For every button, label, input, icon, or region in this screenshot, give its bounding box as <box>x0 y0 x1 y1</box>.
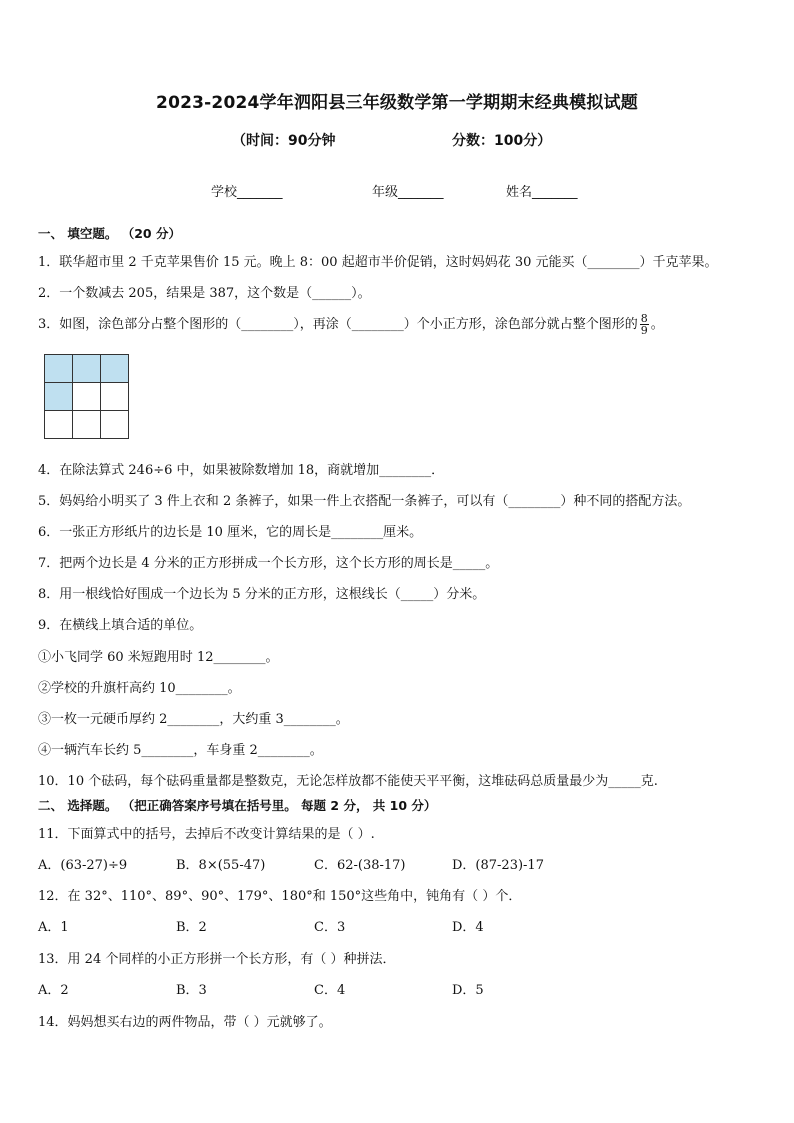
shaded-square <box>45 355 73 383</box>
fraction-denominator: 9 <box>640 324 648 337</box>
option-d[interactable]: D．(87-23)-17 <box>452 858 544 873</box>
name-field[interactable]: 姓名_______ <box>506 185 578 200</box>
option-d[interactable]: D．4 <box>452 920 484 935</box>
question-9-4: ④一辆汽车长约 5________，车身重 2________。 <box>38 743 323 758</box>
question-2: 2．一个数减去 205，结果是 387，这个数是（______）。 <box>38 286 371 301</box>
question-12: 12．在 32°、110°、89°、90°、179°、180°和 150°这些角中，钝角有（ ）个． <box>38 889 522 904</box>
option-a[interactable]: A．2 <box>38 983 69 998</box>
section1-heading: 一、 填空题。 （20 分） <box>38 226 181 241</box>
grade-field[interactable]: 年级_______ <box>372 185 444 200</box>
option-a[interactable]: A．(63-27)÷9 <box>38 858 128 873</box>
option-b[interactable]: B．2 <box>176 920 207 935</box>
fraction-numerator: 8 <box>640 312 648 325</box>
fraction <box>640 313 649 336</box>
question-6: 6．一张正方形纸片的边长是 10 厘米，它的周长是________厘米。 <box>38 525 423 540</box>
option-c[interactable]: C．4 <box>314 983 346 998</box>
question-4: 4．在除法算式 246÷6 中，如果被除数增加 18，商就增加________． <box>38 463 445 478</box>
question-9-2: ②学校的升旗杆高约 10________。 <box>38 681 241 696</box>
blank-square <box>73 411 101 439</box>
question-3 <box>38 313 664 336</box>
question-1: 1．联华超市里 2 千克苹果售价 15 元。晚上 8：00 起超市半价促销，这时妈妈花 30 元能买（________）千克苹果。 <box>38 255 718 270</box>
question-13: 13．用 24 个同样的小正方形拼一个长方形，有（ ）种拼法． <box>38 952 396 967</box>
shaded-square <box>45 383 73 411</box>
question-9-3: ③一枚一元硬币厚约 2________，大约重 3________。 <box>38 712 349 727</box>
shaded-square <box>73 355 101 383</box>
blank-square <box>73 383 101 411</box>
shaded-square <box>101 355 129 383</box>
question-10: 10．10 个砝码，每个砝码重量都是整数克，无论怎样放都不能使天平平衡，这堆砝码总质量最少为_____克. <box>38 774 658 789</box>
question-3-end: 。 <box>650 317 664 332</box>
question-5: 5．妈妈给小明买了 3 件上衣和 2 条裤子，如果一件上衣搭配一条裤子，可以有（________）种不同的搭配方法。 <box>38 494 691 509</box>
question-11-options <box>0 854 794 872</box>
square-grid-figure <box>44 354 129 439</box>
option-d[interactable]: D．5 <box>452 983 484 998</box>
blank-square <box>101 383 129 411</box>
option-c[interactable]: C．3 <box>314 920 346 935</box>
exam-time: （时间：90分钟 <box>232 133 336 149</box>
page-title: 2023-2024学年泗阳县三年级数学第一学期期末经典模拟试题 <box>156 93 638 113</box>
question-14: 14．妈妈想买右边的两件物品，带（ ）元就够了。 <box>38 1015 332 1030</box>
question-3-text: 3．如图，涂色部分占整个图形的（________），再涂（________）个小正方形，涂色部分就占整个图形的 <box>38 317 638 332</box>
question-9-1: ①小飞同学 60 米短跑用时 12________。 <box>38 650 279 665</box>
option-b[interactable]: B．3 <box>176 983 207 998</box>
option-a[interactable]: A．1 <box>38 920 69 935</box>
blank-square <box>45 411 73 439</box>
question-11: 11．下面算式中的括号，去掉后不改变计算结果的是（ ）. <box>38 827 375 842</box>
question-8: 8．用一根线恰好围成一个边长为 5 分米的正方形，这根线长（_____）分米。 <box>38 587 486 602</box>
blank-square <box>101 411 129 439</box>
question-12-options <box>0 916 794 934</box>
school-field[interactable]: 学校_______ <box>211 185 283 200</box>
section2-heading: 二、 选择题。 （把正确答案序号填在括号里。 每题 2 分， 共 10 分） <box>38 798 437 813</box>
question-13-options <box>0 979 794 997</box>
option-c[interactable]: C．62-(38-17) <box>314 858 406 873</box>
question-7: 7．把两个边长是 4 分米的正方形拼成一个长方形，这个长方形的周长是_____。 <box>38 556 499 571</box>
question-9: 9．在横线上填合适的单位。 <box>38 618 203 633</box>
option-b[interactable]: B．8×(55-47) <box>176 858 266 873</box>
exam-score: 分数：100分） <box>452 133 552 149</box>
